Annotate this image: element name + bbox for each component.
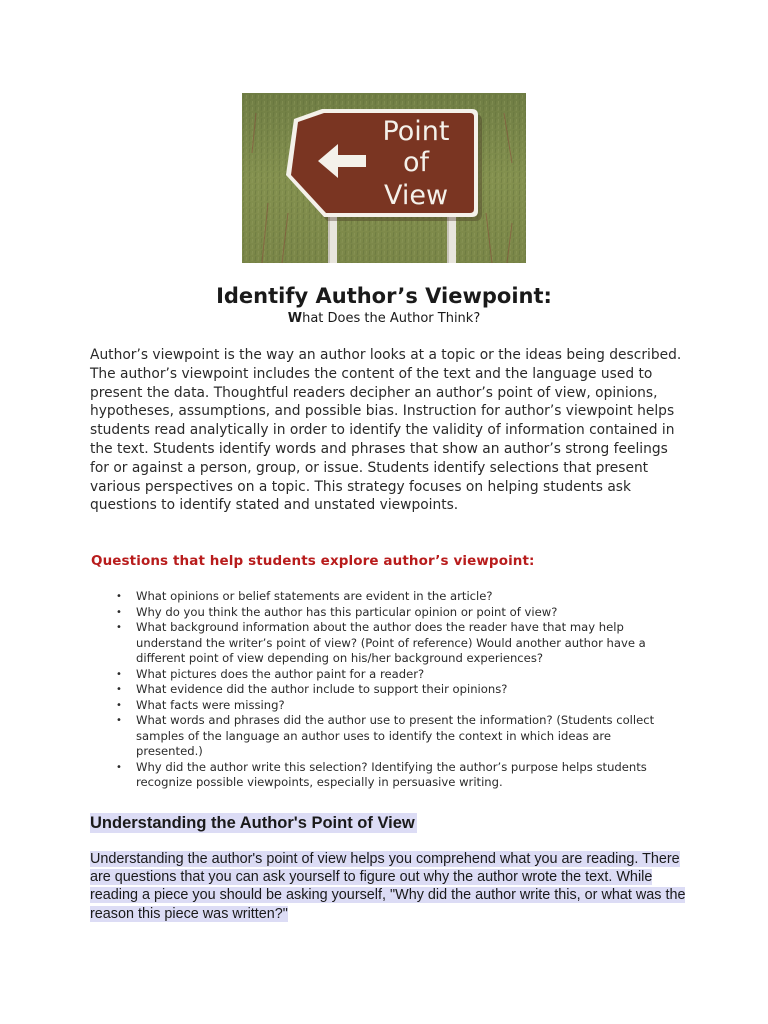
list-item: • Why do you think the author has this particular opinion or point of view? [116,604,558,619]
page-subtitle [0,310,768,328]
understanding-paragraph-text: Understanding the author's point of view helps you comprehend what you are reading. There are questions that you can ask yourself to figure out why the author wrote the text. While reading a piece you should be asking yourself, "Why did the author write this, or what was the reason this piece was written?" [90,851,686,922]
bullet-icon: • [116,591,122,602]
bullet-icon: • [116,684,122,695]
understanding-heading-text: Understanding the Author's Point of View [90,814,415,832]
bullet-icon: • [116,606,122,618]
subtitle-rest: hat Does the Author Think? [302,311,481,326]
list-item: • What evidence did the author include to support their opinions? [116,682,508,696]
intro-paragraph: Author’s viewpoint is the way an author looks at a topic or the ideas being described. The author’s viewpoint includes the content of the text and the language used to present the data. Thoughtful readers decipher an author’s point of view, opinions, hypotheses, assumptions, and possible bias. Instruction for author’s viewpoint helps students read analytically in order to identify the validity of information contained in the text. Students identify words and phrases that show an author’s strong feelings for or against a person, group, or issue. Students identify selections that present various perspectives on a topic. This strategy focuses on helping students ask questions to identify stated and unstated viewpoints. [90,347,682,514]
list-item: • What facts were missing? [116,697,285,712]
bullet-icon: • [116,622,122,633]
subtitle-first-letter: W [287,311,303,326]
sign-line-3: View [383,180,449,211]
list-item: • Why did the author write this selection? Identifying the author’s purpose helps students recognize possible viewpoints, especially in persuasive writing. [116,759,647,789]
list-item: • What background information about the author does the reader have that may help understand the writer’s point of view? (Point of reference) Would another author have a different point of view depending on his/her background experiences? [116,620,646,665]
questions-list [114,589,674,791]
sign-line-1: Point [382,116,450,147]
bullet-icon: • [116,715,122,726]
bullet-icon: • [116,699,122,711]
bullet-icon: • [116,761,122,773]
understanding-paragraph [90,850,690,923]
point-of-view-sign-image [242,93,526,263]
list-item: • What pictures does the author paint for a reader? [116,666,425,681]
questions-heading: Questions that help students explore author’s viewpoint: [91,553,535,569]
understanding-heading [90,812,417,834]
bullet-icon: • [116,668,122,680]
sign-line-2: of [402,147,430,178]
list-item: • What words and phrases did the author use to present the information? (Students collect samples of the language an author uses to identify the context in which ideas are presented.) [116,713,655,758]
page-title: Identify Author’s Viewpoint: [216,284,552,308]
list-item: • What opinions or belief statements are evident in the article? [116,589,493,603]
